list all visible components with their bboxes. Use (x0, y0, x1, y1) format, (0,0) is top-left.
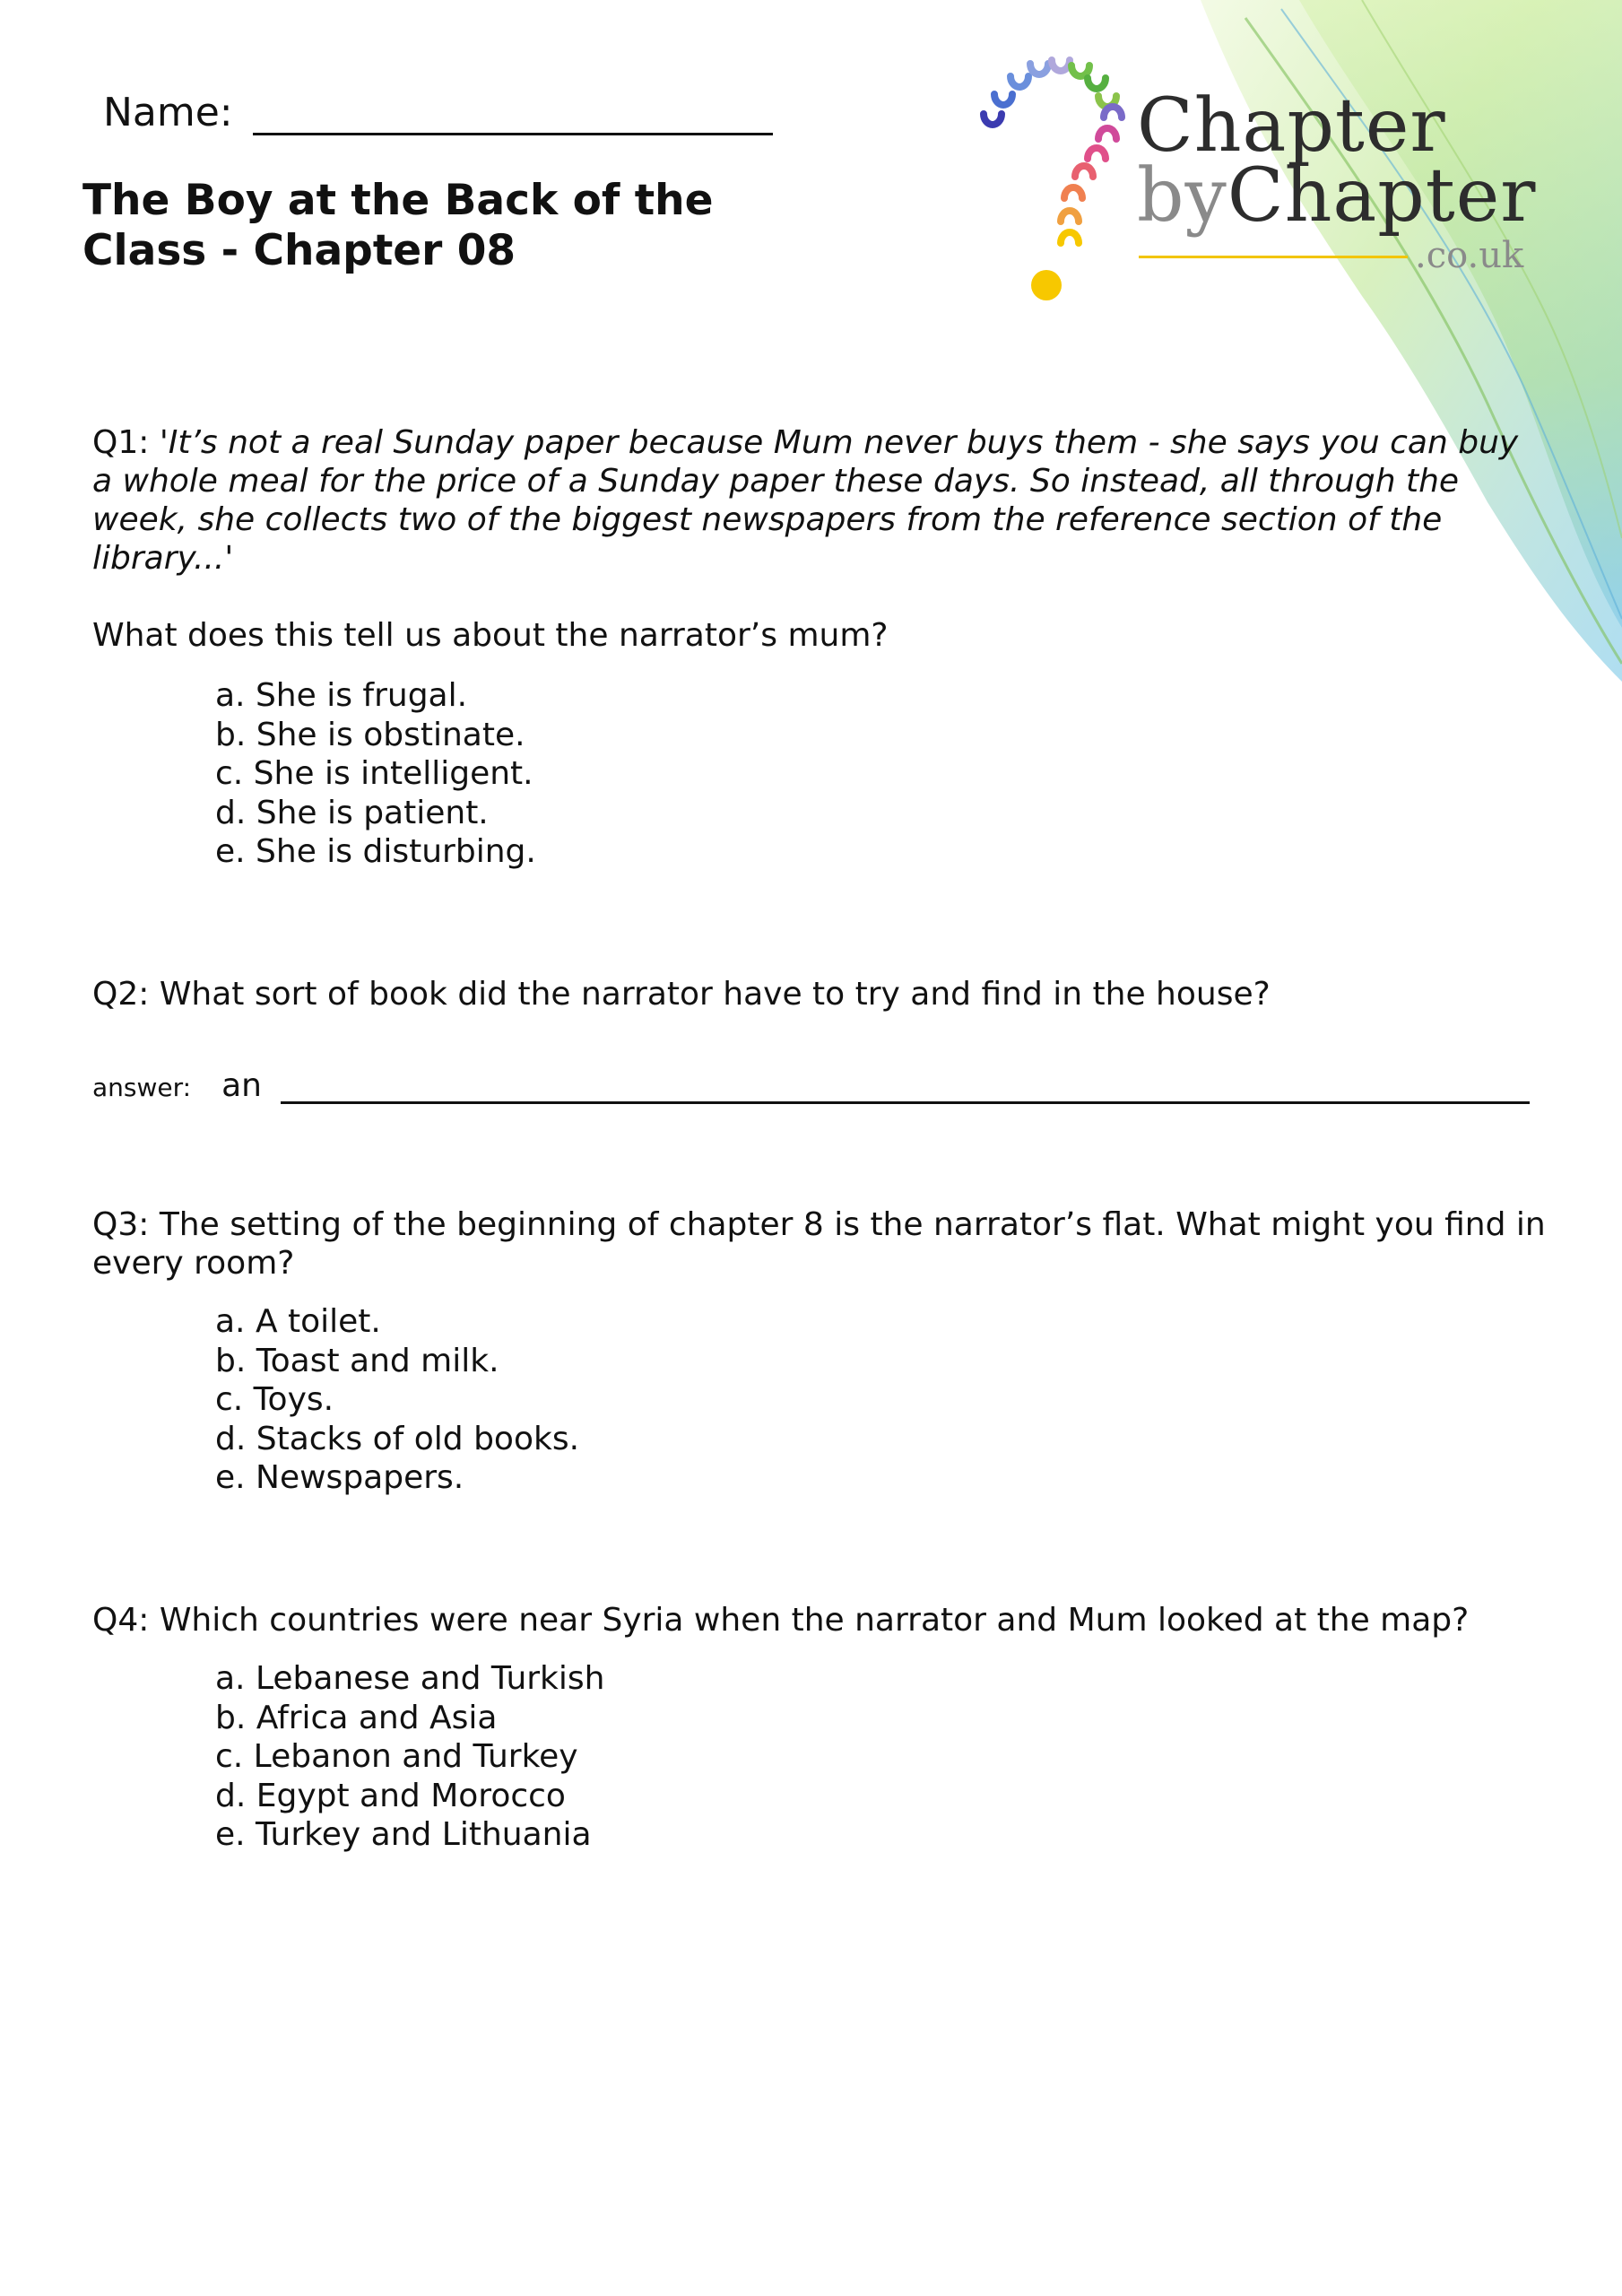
logo-line-1: Chapter (1137, 83, 1446, 169)
option-d[interactable]: d. Stacks of old books. (215, 1420, 580, 1457)
question-1 (92, 423, 1545, 578)
name-blank-line[interactable] (253, 91, 773, 135)
question-1-options (215, 676, 536, 872)
option-e[interactable]: e. Turkey and Lithuania (215, 1816, 592, 1853)
question-4-options (215, 1659, 604, 1855)
answer-prefix: an (221, 1067, 262, 1104)
answer-blank-line[interactable] (281, 1101, 1530, 1104)
logo-wordmark (1137, 83, 1537, 239)
option-c[interactable]: c. She is intelligent. (215, 755, 533, 792)
name-label: Name: (103, 90, 233, 135)
question-3-options (215, 1302, 579, 1498)
option-e[interactable]: e. Newspapers. (215, 1459, 464, 1496)
logo-by: by (1137, 153, 1227, 239)
option-d[interactable]: d. Egypt and Morocco (215, 1777, 566, 1814)
answer-row (92, 1067, 262, 1104)
question-1-prompt: What does this tell us about the narrator’s mum? (92, 617, 889, 654)
option-b[interactable]: b. She is obstinate. (215, 716, 525, 753)
question-4: Q4: Which countries were near Syria when the narrator and Mum looked at the map? (92, 1602, 1470, 1639)
logo-underline (1139, 256, 1408, 258)
option-b[interactable]: b. Africa and Asia (215, 1699, 498, 1736)
option-a[interactable]: a. She is frugal. (215, 677, 468, 714)
option-d[interactable]: d. She is patient. (215, 794, 489, 831)
name-field[interactable] (103, 90, 773, 135)
answer-label: answer: (92, 1073, 192, 1102)
logo-line-2 (1137, 153, 1537, 239)
option-a[interactable]: a. A toilet. (215, 1303, 381, 1340)
question-1-number: Q1: (92, 424, 150, 461)
question-2: Q2: What sort of book did the narrator have to try and find in the house? (92, 976, 1271, 1013)
option-c[interactable]: c. Toys. (215, 1381, 334, 1418)
option-a[interactable]: a. Lebanese and Turkish (215, 1660, 605, 1697)
logo-domain: .co.uk (1415, 235, 1524, 276)
worksheet-title: The Boy at the Back of the Class - Chapter 08 (82, 176, 714, 275)
option-c[interactable]: c. Lebanon and Turkey (215, 1738, 578, 1775)
option-b[interactable]: b. Toast and milk. (215, 1342, 499, 1379)
question-1-quote: 'It’s not a real Sunday paper because Mum never buys them - she says you can buy a whole meal for the price of a Sunday paper these days. So instead, all through the week, she collects two of the biggest newspapers from the reference section of the library...' (92, 424, 1519, 577)
question-3: Q3: The setting of the beginning of chapter 8 is the narrator’s flat. What might you find in every room? (92, 1206, 1546, 1282)
logo-chapter: Chapter (1227, 153, 1537, 239)
option-e[interactable]: e. She is disturbing. (215, 833, 536, 870)
